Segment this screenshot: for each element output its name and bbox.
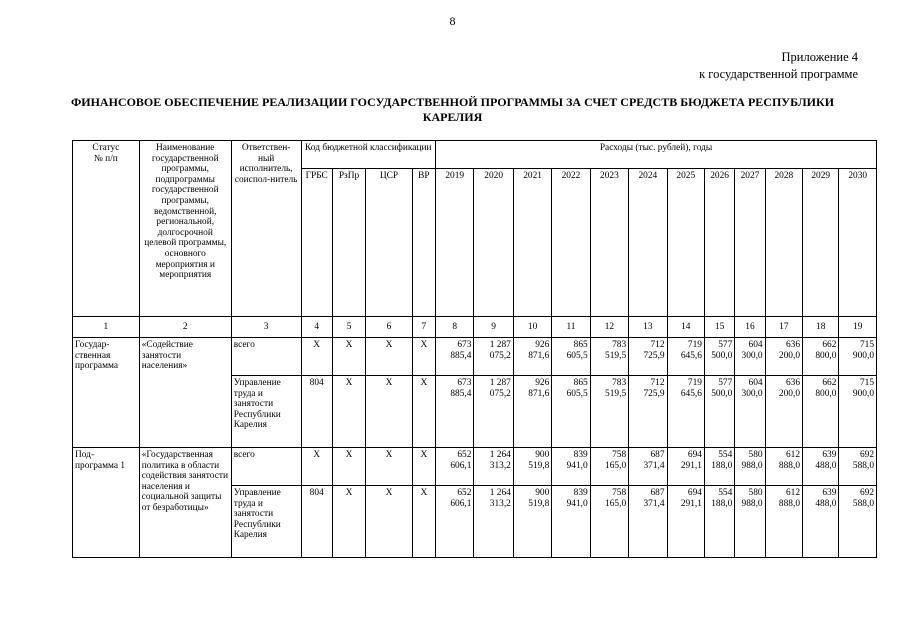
table-row bbox=[73, 338, 877, 376]
header-year-5: 2024 bbox=[629, 169, 667, 317]
row-value-2020: 1 264 313,2 bbox=[474, 486, 513, 558]
row-value-2023: 783 519,5 bbox=[590, 338, 628, 376]
row-value-2025: 694 291,1 bbox=[667, 448, 704, 486]
header-budget-code: Код бюджетной классификации bbox=[301, 141, 435, 169]
row-value-2022: 865 605,5 bbox=[552, 376, 590, 448]
header-executor: Ответствен-ный исполнитель, соиспол-нитель bbox=[231, 141, 301, 317]
row-value-2028: 636 200,0 bbox=[765, 376, 802, 448]
appendix-line-1: Приложение 4 bbox=[781, 50, 858, 64]
row-code-rzpr: Х bbox=[332, 338, 365, 376]
column-number: 6 bbox=[366, 317, 413, 338]
row-status: Государ-ственная программа bbox=[73, 338, 140, 448]
header-year-0: 2019 bbox=[436, 169, 474, 317]
header-year-3: 2022 bbox=[552, 169, 590, 317]
row-code-csr: Х bbox=[366, 448, 413, 486]
column-number: 10 bbox=[513, 317, 551, 338]
row-value-2027: 604 300,0 bbox=[735, 376, 765, 448]
header-year-6: 2025 bbox=[667, 169, 704, 317]
row-value-2030: 692 588,0 bbox=[839, 448, 877, 486]
row-executor: всего bbox=[231, 448, 301, 486]
row-code-grbs: 804 bbox=[301, 486, 332, 558]
row-value-2029: 662 800,0 bbox=[803, 338, 839, 376]
row-value-2025: 719 645,6 bbox=[667, 338, 704, 376]
column-number: 17 bbox=[765, 317, 802, 338]
row-value-2027: 580 988,0 bbox=[735, 448, 765, 486]
header-year-11: 2030 bbox=[839, 169, 877, 317]
row-value-2021: 900 519,8 bbox=[513, 448, 551, 486]
column-number: 2 bbox=[139, 317, 231, 338]
header-year-4: 2023 bbox=[590, 169, 628, 317]
header-code-1: РзПр bbox=[332, 169, 365, 317]
row-code-grbs: 804 bbox=[301, 376, 332, 448]
row-value-2019: 652 606,1 bbox=[436, 486, 474, 558]
row-code-vr: Х bbox=[412, 486, 435, 558]
row-code-vr: Х bbox=[412, 448, 435, 486]
header-year-8: 2027 bbox=[735, 169, 765, 317]
row-value-2019: 673 885,4 bbox=[436, 376, 474, 448]
column-number: 12 bbox=[590, 317, 628, 338]
header-year-9: 2028 bbox=[765, 169, 802, 317]
row-value-2029: 662 800,0 bbox=[803, 376, 839, 448]
column-number: 5 bbox=[332, 317, 365, 338]
row-code-csr: Х bbox=[366, 486, 413, 558]
column-number: 3 bbox=[231, 317, 301, 338]
column-number: 18 bbox=[803, 317, 839, 338]
row-value-2023: 758 165,0 bbox=[590, 448, 628, 486]
row-value-2019: 673 885,4 bbox=[436, 338, 474, 376]
row-code-csr: Х bbox=[366, 338, 413, 376]
row-value-2030: 715 900,0 bbox=[839, 338, 877, 376]
row-value-2025: 719 645,6 bbox=[667, 376, 704, 448]
row-executor: всего bbox=[231, 338, 301, 376]
header-year-2: 2021 bbox=[513, 169, 551, 317]
column-number: 14 bbox=[667, 317, 704, 338]
row-value-2021: 900 519,8 bbox=[513, 486, 551, 558]
row-executor: Управление труда и занятости Республики Карелия bbox=[231, 486, 301, 558]
row-value-2029: 639 488,0 bbox=[803, 448, 839, 486]
column-number: 7 bbox=[412, 317, 435, 338]
row-value-2025: 694 291,1 bbox=[667, 486, 704, 558]
header-code-2: ЦСР bbox=[366, 169, 413, 317]
row-value-2024: 687 371,4 bbox=[629, 448, 667, 486]
row-status: Под-программа 1 bbox=[73, 448, 140, 558]
row-code-csr: Х bbox=[366, 376, 413, 448]
row-executor: Управление труда и занятости Республики Карелия bbox=[231, 376, 301, 448]
row-value-2020: 1 264 313,2 bbox=[474, 448, 513, 486]
column-number: 1 bbox=[73, 317, 140, 338]
row-value-2029: 639 488,0 bbox=[803, 486, 839, 558]
header-code-0: ГРБС bbox=[301, 169, 332, 317]
page-number: 8 bbox=[449, 14, 456, 28]
row-value-2030: 715 900,0 bbox=[839, 376, 877, 448]
appendix-label bbox=[699, 49, 858, 83]
row-value-2026: 577 500,0 bbox=[704, 338, 734, 376]
row-value-2021: 926 871,6 bbox=[513, 338, 551, 376]
header-year-7: 2026 bbox=[704, 169, 734, 317]
row-value-2021: 926 871,6 bbox=[513, 376, 551, 448]
column-number: 8 bbox=[436, 317, 474, 338]
column-number: 16 bbox=[735, 317, 765, 338]
column-number: 13 bbox=[629, 317, 667, 338]
row-value-2020: 1 287 075,2 bbox=[474, 338, 513, 376]
row-code-vr: Х bbox=[412, 376, 435, 448]
row-value-2026: 554 188,0 bbox=[704, 486, 734, 558]
row-value-2020: 1 287 075,2 bbox=[474, 376, 513, 448]
row-name: «Государственная политика в области содействия занятости населения и социальной защиты от безработицы» bbox=[139, 448, 231, 558]
row-value-2024: 712 725,9 bbox=[629, 376, 667, 448]
row-value-2026: 577 500,0 bbox=[704, 376, 734, 448]
row-code-grbs: Х bbox=[301, 338, 332, 376]
header-year-10: 2029 bbox=[803, 169, 839, 317]
column-number: 4 bbox=[301, 317, 332, 338]
row-value-2019: 652 606,1 bbox=[436, 448, 474, 486]
table-row bbox=[73, 448, 877, 486]
row-value-2028: 636 200,0 bbox=[765, 338, 802, 376]
row-value-2023: 783 519,5 bbox=[590, 376, 628, 448]
row-value-2023: 758 165,0 bbox=[590, 486, 628, 558]
row-value-2030: 692 588,0 bbox=[839, 486, 877, 558]
header-status: Статус № п/п bbox=[73, 141, 140, 317]
header-name: Наименование государственной программы, подпрограммы государственной программы, ведомственной, региональной, долгосрочной целевой программы, основного мероприятия и мероприятия bbox=[139, 141, 231, 317]
header-year-1: 2020 bbox=[474, 169, 513, 317]
column-number: 19 bbox=[839, 317, 877, 338]
appendix-line-2: к государственной программе bbox=[699, 67, 858, 81]
header-expenses: Расходы (тыс. рублей), годы bbox=[436, 141, 877, 169]
row-value-2024: 687 371,4 bbox=[629, 486, 667, 558]
row-value-2027: 604 300,0 bbox=[735, 338, 765, 376]
row-value-2022: 839 941,0 bbox=[552, 486, 590, 558]
row-value-2022: 839 941,0 bbox=[552, 448, 590, 486]
column-number: 15 bbox=[704, 317, 734, 338]
row-value-2028: 612 888,0 bbox=[765, 486, 802, 558]
header-code-3: ВР bbox=[412, 169, 435, 317]
row-code-rzpr: Х bbox=[332, 376, 365, 448]
row-value-2026: 554 188,0 bbox=[704, 448, 734, 486]
row-value-2028: 612 888,0 bbox=[765, 448, 802, 486]
finance-table bbox=[72, 140, 877, 558]
row-value-2027: 580 988,0 bbox=[735, 486, 765, 558]
column-number: 11 bbox=[552, 317, 590, 338]
row-value-2024: 712 725,9 bbox=[629, 338, 667, 376]
row-name: «Содействие занятости населения» bbox=[139, 338, 231, 448]
column-number: 9 bbox=[474, 317, 513, 338]
row-code-grbs: Х bbox=[301, 448, 332, 486]
row-value-2022: 865 605,5 bbox=[552, 338, 590, 376]
document-title: ФИНАНСОВОЕ ОБЕСПЕЧЕНИЕ РЕАЛИЗАЦИИ ГОСУДАРСТВЕННОЙ ПРОГРАММЫ ЗА СЧЕТ СРЕДСТВ БЮДЖЕТА РЕСПУБЛИКИ КАРЕЛИЯ bbox=[70, 95, 835, 124]
row-code-rzpr: Х bbox=[332, 486, 365, 558]
row-code-vr: Х bbox=[412, 338, 435, 376]
row-code-rzpr: Х bbox=[332, 448, 365, 486]
